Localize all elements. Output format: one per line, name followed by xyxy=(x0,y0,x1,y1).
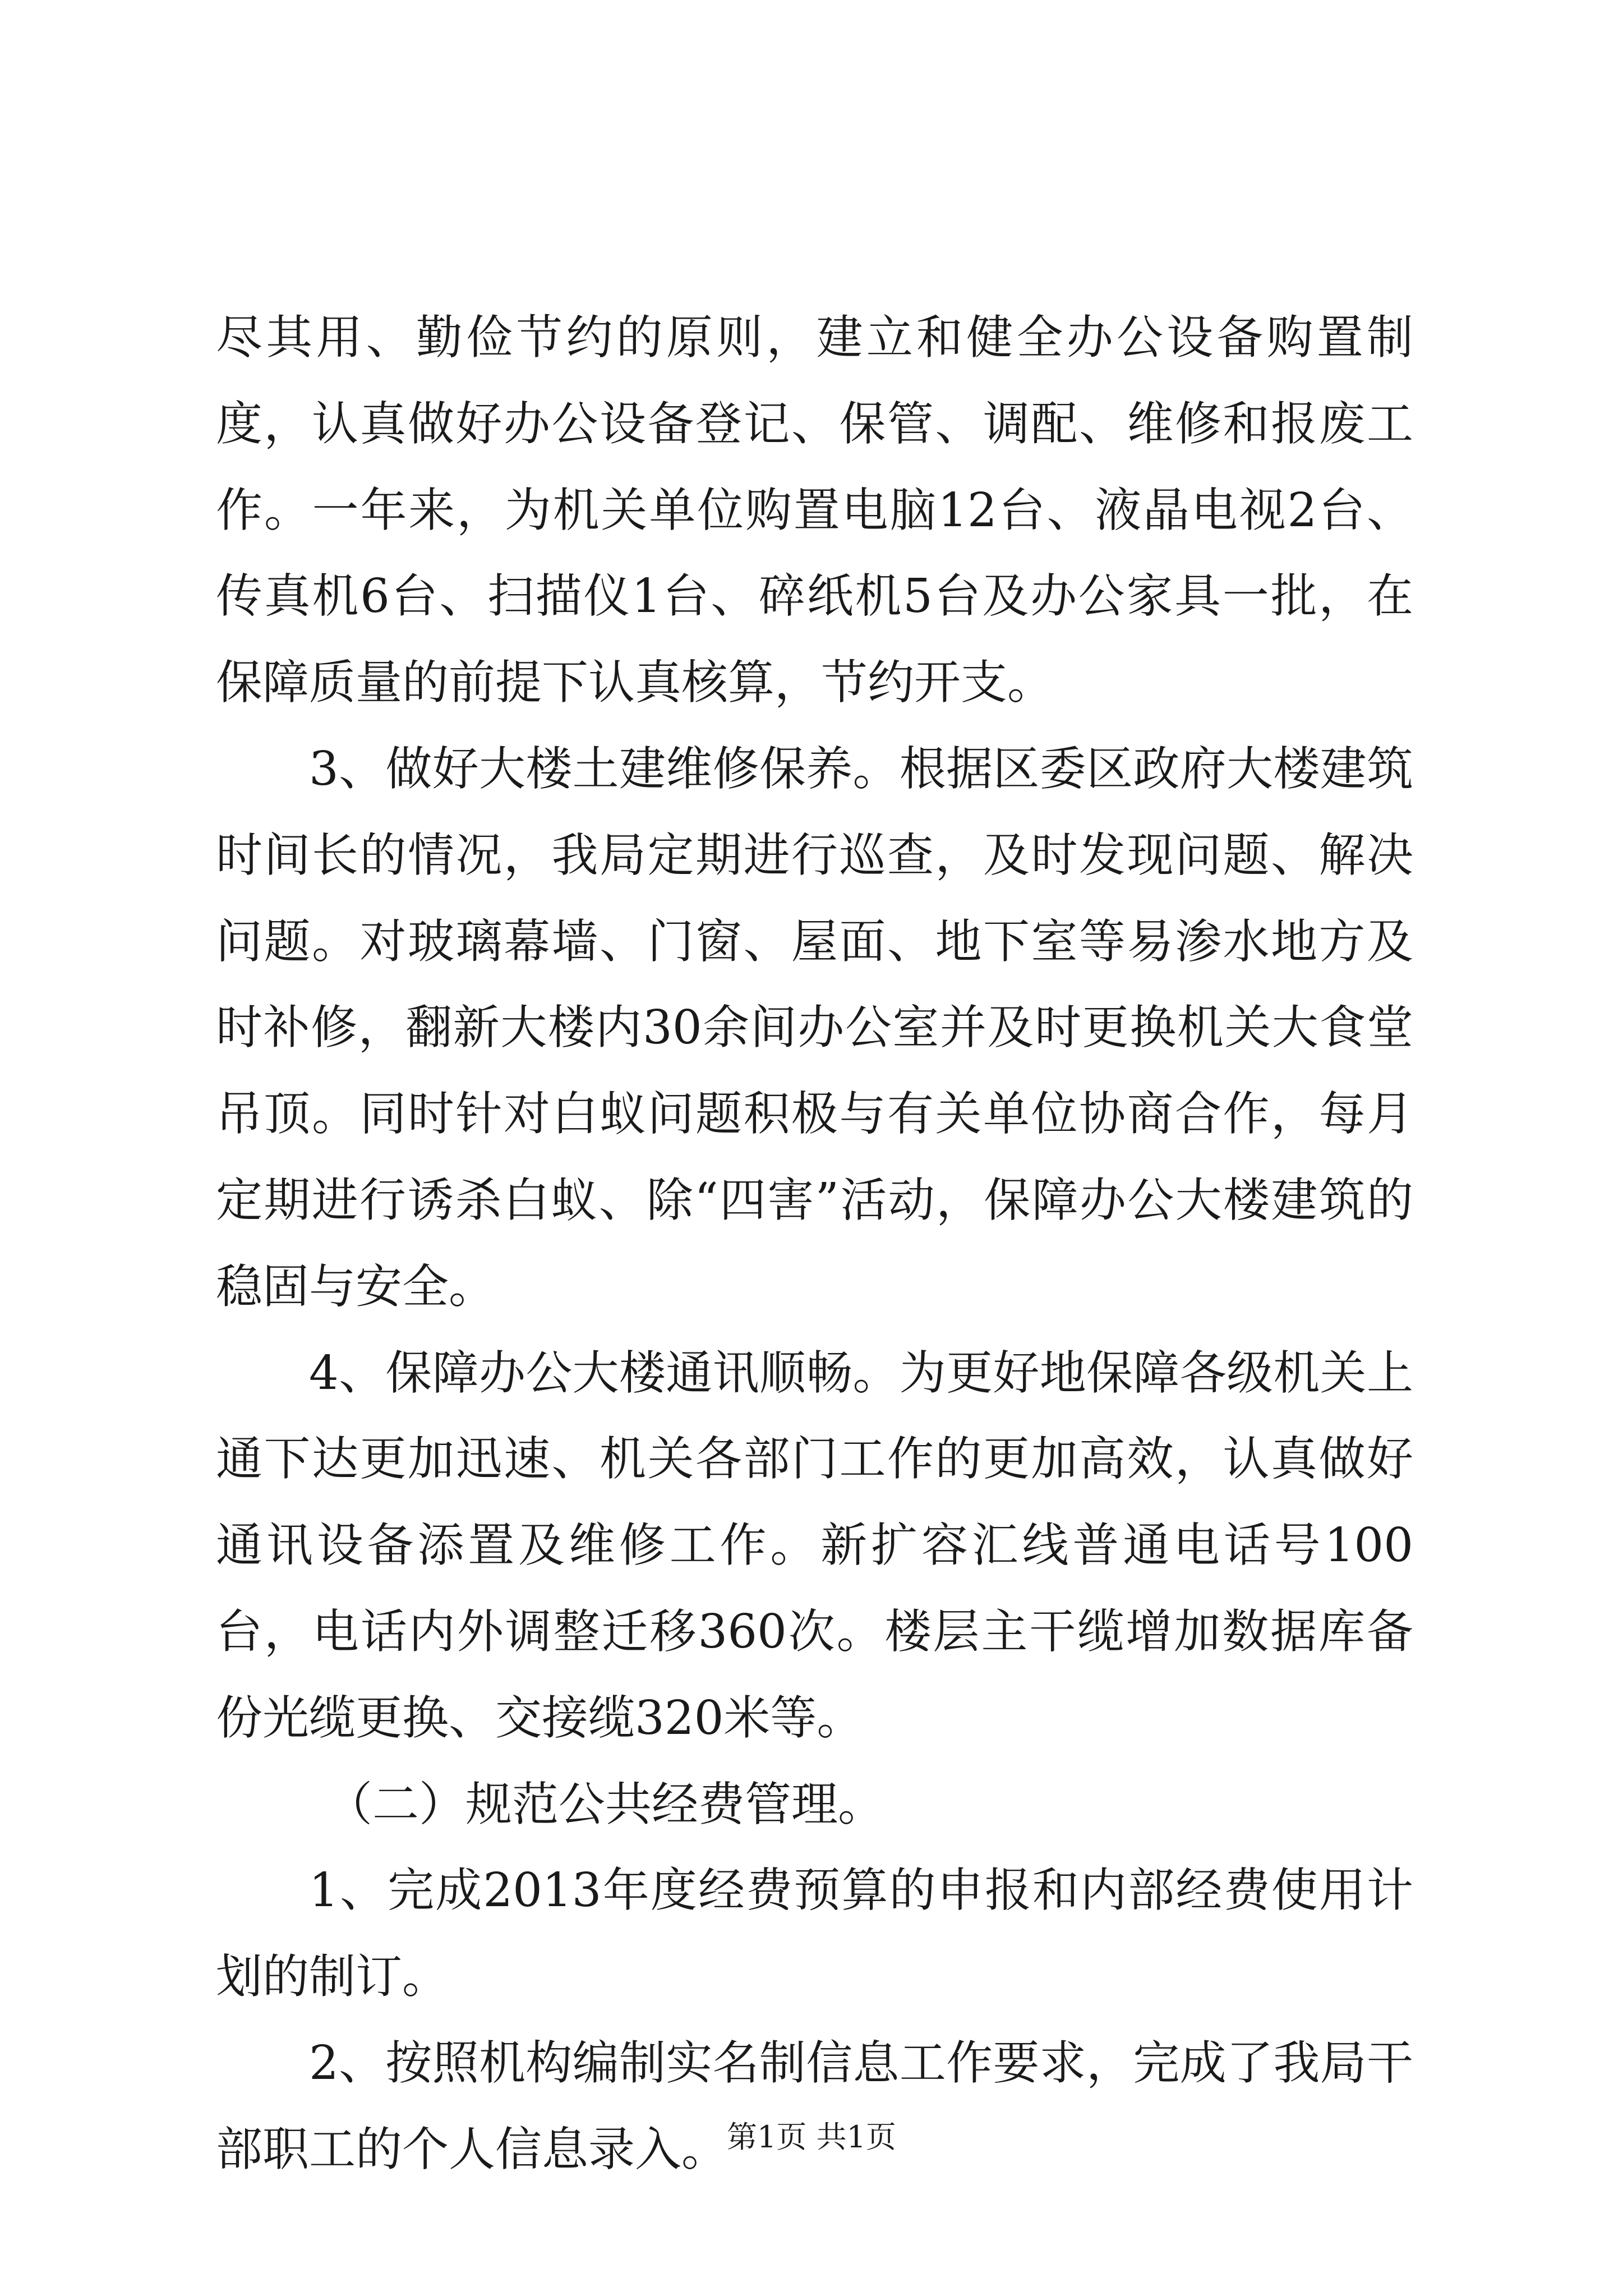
paragraph-item-4: 4、保障办公大楼通讯顺畅。为更好地保障各级机关上通下达更加迅速、机关各部门工作的更加高效，认真做好通讯设备添置及维修工作。新扩容汇线普通电话号100台，电话内外调整迁移360次。楼层主干缆增加数据库备份光缆更换、交接缆320米等。 xyxy=(216,1345,1413,1745)
document-body xyxy=(216,295,1413,2193)
section-heading: （二）规范公共经费管理。 xyxy=(326,1777,884,1832)
page-footer: 第1页 共1页 xyxy=(727,2119,896,2155)
paragraph-item-1: 1、完成2013年度经费预算的申报和内部经费使用计划的制订。 xyxy=(216,1863,1413,2004)
paragraph-continuation: 尽其用、勤俭节约的原则，建立和健全办公设备购置制度，认真做好办公设备登记、保管、调配、维修和报废工作。一年来，为机关单位购置电脑12台、液晶电视2台、传真机6台、扫描仪1台、碎纸机5台及办公家具一批，在保障质量的前提下认真核算，节约开支。 xyxy=(216,310,1413,710)
paragraph-item-2: 2、按照机构编制实名制信息工作要求，完成了我局干部职工的个人信息录入。 xyxy=(216,2035,1413,2177)
paragraph-item-3: 3、做好大楼土建维修保养。根据区委区政府大楼建筑时间长的情况，我局定期进行巡查，及时发现问题、解决问题。对玻璃幕墙、门窗、屋面、地下室等易渗水地方及时补修，翻新大楼内30余间办公室并及时更换机关大食堂吊顶。同时针对白蚁问题积极与有关单位协商合作，每月定期进行诱杀白蚁、除“四害”活动，保障办公大楼建筑的稳固与安全。 xyxy=(216,741,1413,1314)
